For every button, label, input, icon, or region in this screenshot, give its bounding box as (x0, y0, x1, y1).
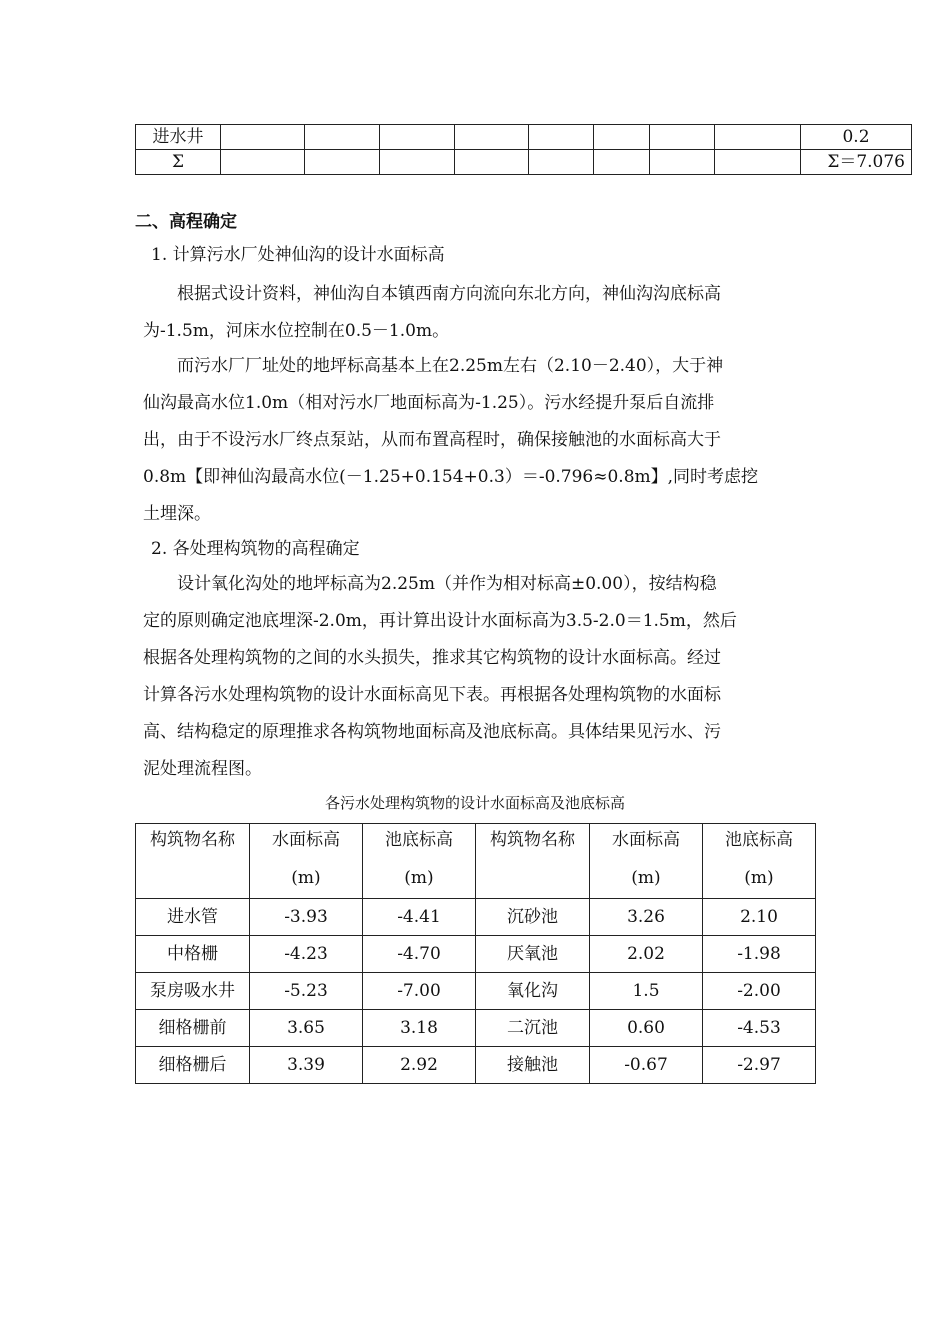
body-text (143, 238, 815, 272)
col-header-water: 水面标高 (m) (590, 824, 703, 899)
table-row: 泵房吸水井 -5.23 -7.00 氧化沟 1.5 -2.00 (136, 973, 816, 1010)
table-row: 进水管 -3.93 -4.41 沉砂池 3.26 2.10 (136, 899, 816, 936)
table-row (136, 125, 912, 150)
col-header-bottom: 池底标高 (m) (703, 824, 816, 899)
sum-label: Σ (136, 150, 221, 175)
elevation-table (135, 823, 816, 1084)
col-header-water: 水面标高 (m) (250, 824, 363, 899)
item2-title: 2. 各处理构筑物的高程确定 (151, 539, 360, 559)
item2 (143, 532, 815, 566)
table-row: 细格栅前 3.65 3.18 二沉池 0.60 -4.53 (136, 1010, 816, 1047)
row-value: 0.2 (801, 125, 912, 150)
paragraph-1: 根据式设计资料，神仙沟自本镇西南方向流向东北方向，神仙沟沟底标高 为-1.5m，河床水位控制在0.5－1.0m。 (143, 284, 721, 341)
row-label: 进水井 (136, 125, 221, 150)
paragraph-2: 而污水厂厂址处的地坪标高基本上在2.25m左右（2.10－2.40），大于神 仙沟最高水位1.0m（相对污水厂地面标高为-1.25）。污水经提升泵后自流排 出，由于不设污水厂终点泵站，从而布置高程时，确保接触池的水面标高大于 0.8m【即神仙沟最高水位(－1.25+0.154+0.3）＝-0.796≈0.8m】,同时考虑挖 土埋深。 (143, 356, 759, 524)
col-header-name: 构筑物名称 (476, 824, 590, 899)
col-header-name: 构筑物名称 (136, 824, 250, 899)
sum-value: Σ＝7.076 (801, 150, 912, 175)
table-caption: 各污水处理构筑物的设计水面标高及池底标高 (324, 794, 625, 812)
table-row (136, 150, 912, 175)
section-heading: 二、高程确定 (135, 212, 237, 232)
table-row: 细格栅后 3.39 2.92 接触池 -0.67 -2.97 (136, 1047, 816, 1084)
paragraph-3: 设计氧化沟处的地坪标高为2.25m（并作为相对标高±0.00），按结构稳 定的原则确定池底埋深-2.0m，再计算出设计水面标高为3.5-2.0＝1.5m，然后 根据各处理构筑物的之间的水头损失，推求其它构筑物的设计水面标高。经过 计算各污水处理构筑物的设计水面标高见下表。再根据各处理构筑物的水面标 高、结构稳定的原理推求各构筑物地面标高及池底标高。具体结果见污水、污 泥处理流程图。 (143, 574, 737, 779)
col-header-bottom: 池底标高 (m) (363, 824, 476, 899)
table-header-row (136, 824, 816, 899)
table-row: 中格栅 -4.23 -4.70 厌氧池 2.02 -1.98 (136, 936, 816, 973)
item1-title: 1. 计算污水厂处神仙沟的设计水面标高 (151, 245, 445, 265)
head-loss-table-fragment (135, 124, 912, 175)
